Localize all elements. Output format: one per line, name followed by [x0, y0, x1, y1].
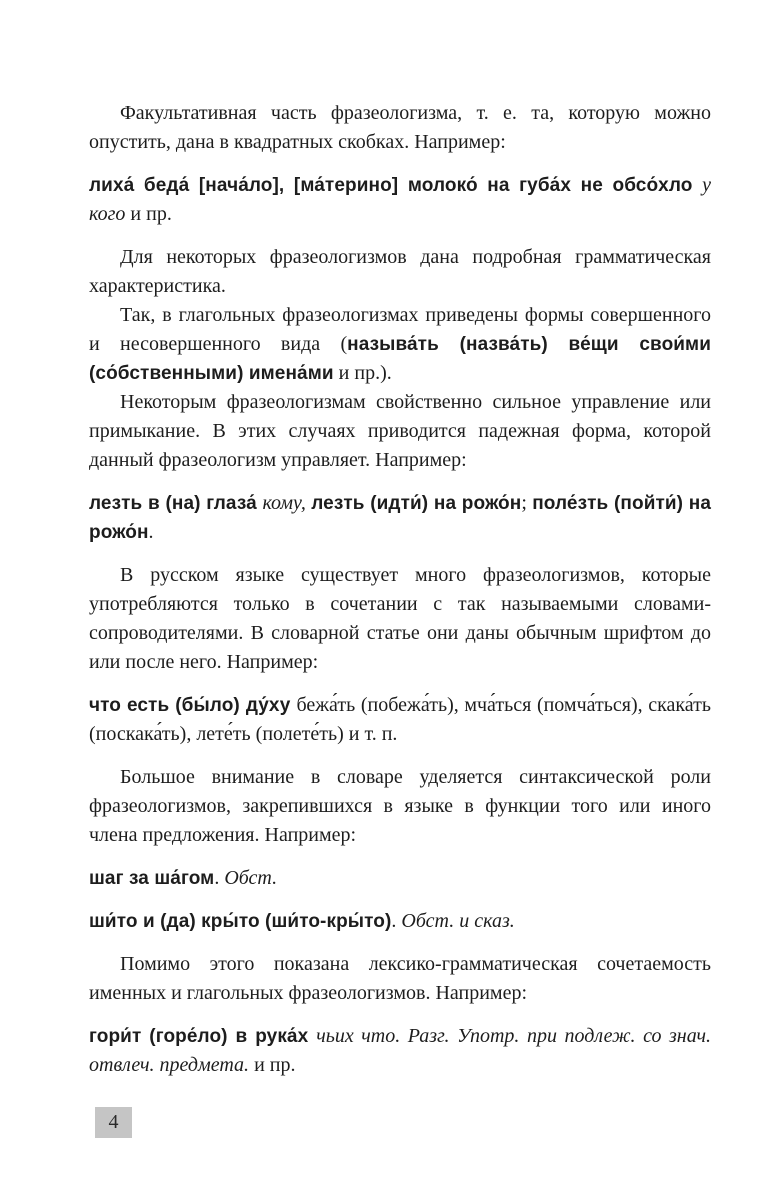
text-paragraph [89, 561, 711, 677]
text-run-bold: лиха́ беда́ [нача́ло], [ма́терино] молоко́ на губа́х не обсо́хло [89, 175, 703, 196]
text-run-bold: что есть (бы́ло) ду́ху [89, 695, 297, 716]
text-run-bold: лезть в (на) глаза́ [89, 493, 263, 514]
text-run-regular: Для некоторых фразеологизмов дана подробная грамматическая характеристика. [89, 246, 711, 297]
text-run-italic: чьих что. Разг. Употр. при подлеж. со знач. отвлеч. предмета. [89, 1025, 711, 1076]
text-run-bold: лезть (идти́) на рожо́н [311, 493, 522, 514]
text-paragraph [89, 763, 711, 850]
text-run-bold: ши́то и (да) кры́то (ши́то-кры́то) [89, 911, 392, 932]
text-run-italic: у кого [89, 174, 711, 225]
text-run-regular: бежа́ть (побежа́ть), мча́ться (помча́ться), скака́ть (поскака́ть), лете́ть (полете́ть) и т. п. [89, 694, 711, 745]
text-run-bold: поле́зть (пойти́) на рожо́н [89, 493, 712, 543]
page-number: 4 [108, 1111, 119, 1133]
text-run-bold: называ́ть (назва́ть) ве́щи свои́ми (со́бственными) имена́ми [89, 334, 711, 384]
text-run-regular: Факультативная часть фразеологизма, т. е. та, которую можно опустить, дана в квадратных скобках. Например: [89, 102, 711, 153]
text-paragraph [89, 243, 711, 301]
page-content [89, 99, 711, 1094]
text-run-bold: шаг за ша́гом [89, 868, 215, 889]
text-run-regular: Помимо этого показана лексико-грамматическая сочетаемость именных и глагольных фразеологизмов. Например: [89, 953, 711, 1004]
text-run-regular: Большое внимание в словаре уделяется синтаксической роли фразеологизмов, закрепившихся в языке в функции того или иного члена предложения. Например: [89, 766, 711, 846]
text-paragraph [89, 99, 711, 157]
dictionary-entry [89, 171, 711, 229]
text-run-regular: ; [521, 492, 533, 514]
text-run-regular: . [391, 910, 402, 932]
text-run-bold: гори́т (горе́ло) в рука́х [89, 1026, 317, 1047]
text-run-regular: Так, в глагольных фразеологизмах приведены формы совершенного и несовершенного вида ( [89, 304, 711, 355]
text-paragraph [89, 301, 711, 388]
text-run-italic: Обст. [224, 867, 278, 889]
text-run-regular: В русском языке существует много фразеологизмов, которые употребляются только в сочетании с так называемыми словами-сопроводителями. В словарной статье они даны обычным шрифтом до или после него. Например: [89, 564, 711, 673]
text-run-regular: Некоторым фразеологизмам свойственно сильное управление или примыкание. В этих случаях приводится падежная форма, которой данный фразеологизм управляет. Например: [89, 391, 711, 471]
text-paragraph [89, 950, 711, 1008]
text-run-regular: и пр. [249, 1054, 296, 1076]
dictionary-entry [89, 489, 711, 547]
dictionary-entry [89, 864, 711, 893]
text-run-regular: . [214, 867, 225, 889]
dictionary-entry [89, 1022, 711, 1080]
text-run-regular: и пр. [125, 203, 172, 225]
page-number-badge [95, 1107, 132, 1138]
text-paragraph [89, 388, 711, 475]
text-run-italic: кому, [262, 492, 312, 514]
text-run-italic: Обст. и сказ. [401, 910, 515, 932]
dictionary-entry [89, 907, 711, 936]
text-run-regular: . [148, 521, 154, 543]
text-run-regular: и пр.). [333, 362, 392, 384]
dictionary-entry [89, 691, 711, 749]
